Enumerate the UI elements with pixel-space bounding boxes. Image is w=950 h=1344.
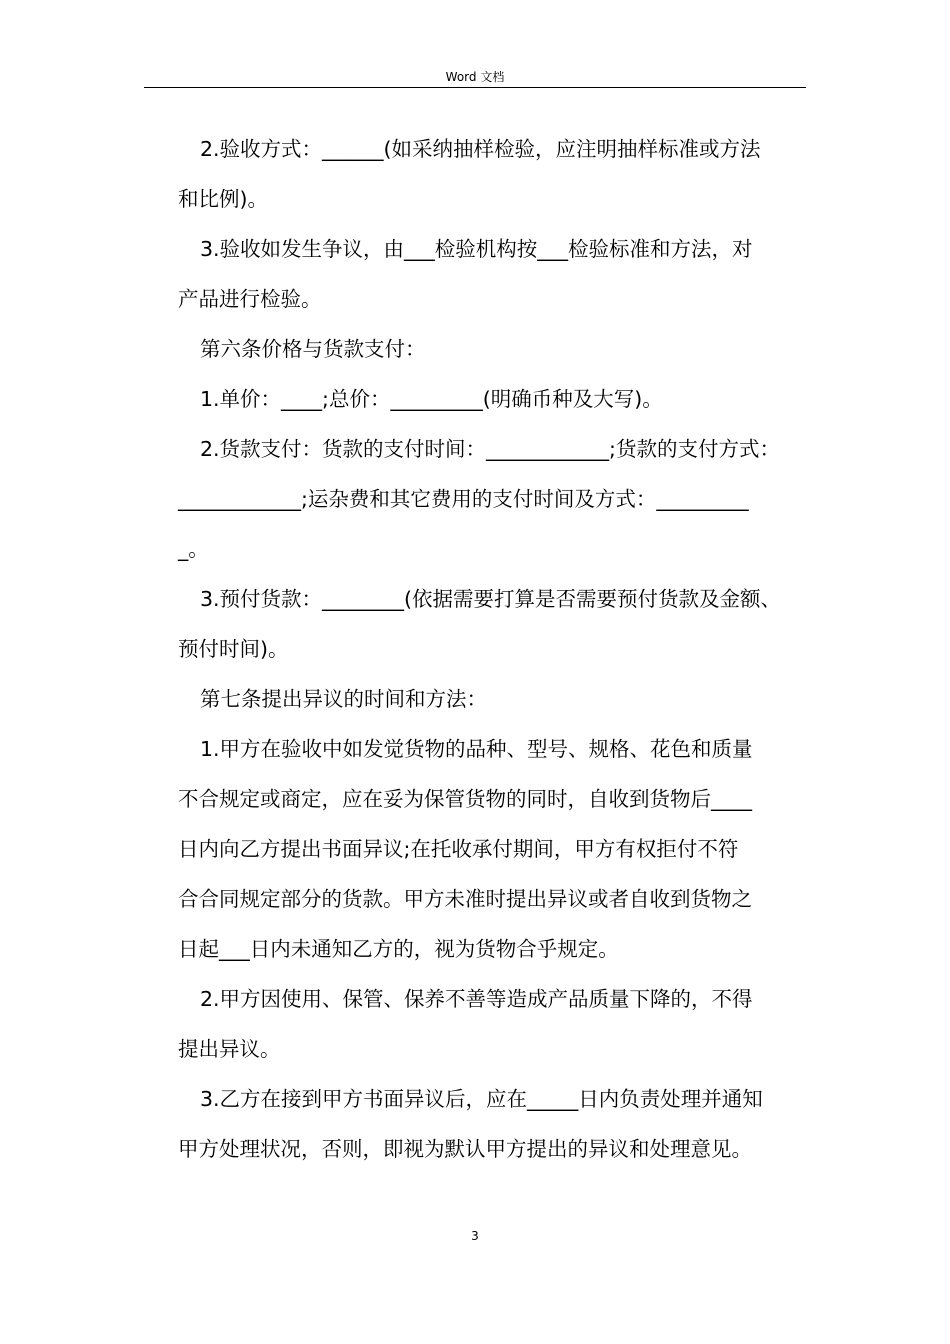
text-line: 第六条价格与货款支付： xyxy=(200,337,426,361)
text-line: 1.单价：____;总价：_________(明确币种及大写)。 xyxy=(200,387,663,411)
text-line: 预付时间)。 xyxy=(178,637,289,661)
text-line: 日起___日内未通知乙方的，视为货物合乎规定。 xyxy=(178,937,619,961)
page-number: 3 xyxy=(471,1229,479,1243)
text-line: 合合同规定部分的货款。甲方未准时提出异议或者自收到货物之 xyxy=(178,887,752,911)
text-line: 产品进行检验。 xyxy=(178,287,322,311)
page-header: Word 文档 xyxy=(445,70,505,84)
text-line: 2.货款支付：货款的支付时间：____________;货款的支付方式： xyxy=(200,437,780,461)
text-line: 3.验收如发生争议，由___检验机构按___检验标准和方法，对 xyxy=(200,237,753,261)
text-line: 3.预付货款：________(依据需要打算是否需要预付货款及金额、 xyxy=(200,587,782,611)
text-line: 3.乙方在接到甲方书面异议后，应在_____日内负责处理并通知 xyxy=(200,1087,763,1111)
text-line: 2.验收方式：______(如采纳抽样检验，应注明抽样标准或方法 xyxy=(200,137,761,161)
text-line: 甲方处理状况，否则，即视为默认甲方提出的异议和处理意见。 xyxy=(178,1137,752,1161)
text-line: 提出异议。 xyxy=(178,1037,281,1061)
text-line: ____________;运杂费和其它费用的支付时间及方式：_________ xyxy=(178,487,749,511)
text-line: 1.甲方在验收中如发觉货物的品种、型号、规格、花色和质量 xyxy=(200,737,753,761)
text-line: 不合规定或商定，应在妥为保管货物的同时，自收到货物后____ xyxy=(178,787,752,811)
text-line: 2.甲方因使用、保管、保养不善等造成产品质量下降的，不得 xyxy=(200,987,753,1011)
header-divider xyxy=(144,87,806,88)
text-line: _。 xyxy=(178,537,209,561)
text-line: 第七条提出异议的时间和方法： xyxy=(200,687,487,711)
text-line: 和比例)。 xyxy=(178,187,268,211)
text-line: 日内向乙方提出书面异议;在托收承付期间，甲方有权拒付不符 xyxy=(178,837,739,861)
